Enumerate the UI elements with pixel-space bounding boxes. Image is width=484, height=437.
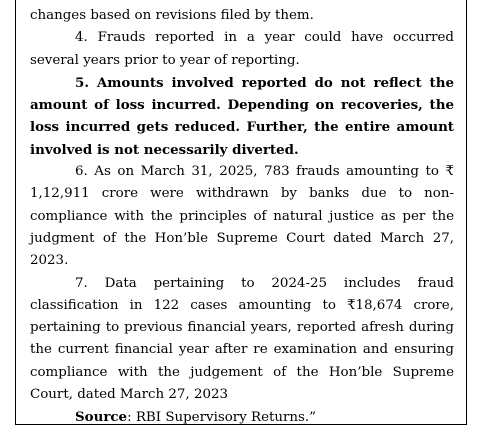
note-5: 5. Amounts involved reported do not reflect the amount of loss incurred. Depending on recoveries, the loss incurred gets reduced. Further, the entire amount involved is not necessarily diverted. bbox=[30, 74, 454, 158]
source-label: Source bbox=[75, 409, 128, 426]
note-4: 4. Frauds reported in a year could have occurred several years prior to year of reporting. bbox=[30, 30, 454, 68]
paragraph-continuation: changes based on revisions filed by them. bbox=[30, 8, 314, 23]
source-text: : RBI Supervisory Returns.” bbox=[127, 410, 317, 426]
note-7: 7. Data pertaining to 2024-25 includes fraud classification in 122 cases amounting to ₹18,674 crore, pertaining to previous financial years, reported afresh during the current financial year after re examination and ensuring compliance with the judgement of the Hon’ble Supreme Court, dated March 27, 2023 bbox=[30, 275, 454, 403]
note-6: 6. As on March 31, 2025, 783 frauds amounting to ₹ 1,12,911 crore were withdrawn by banks due to non-compliance with the principles of natural justice as per the judgment of the Hon’ble Supreme Court dated March 27, 2023. bbox=[30, 164, 454, 269]
notes-text-block bbox=[30, 5, 454, 430]
source-line bbox=[30, 406, 454, 429]
